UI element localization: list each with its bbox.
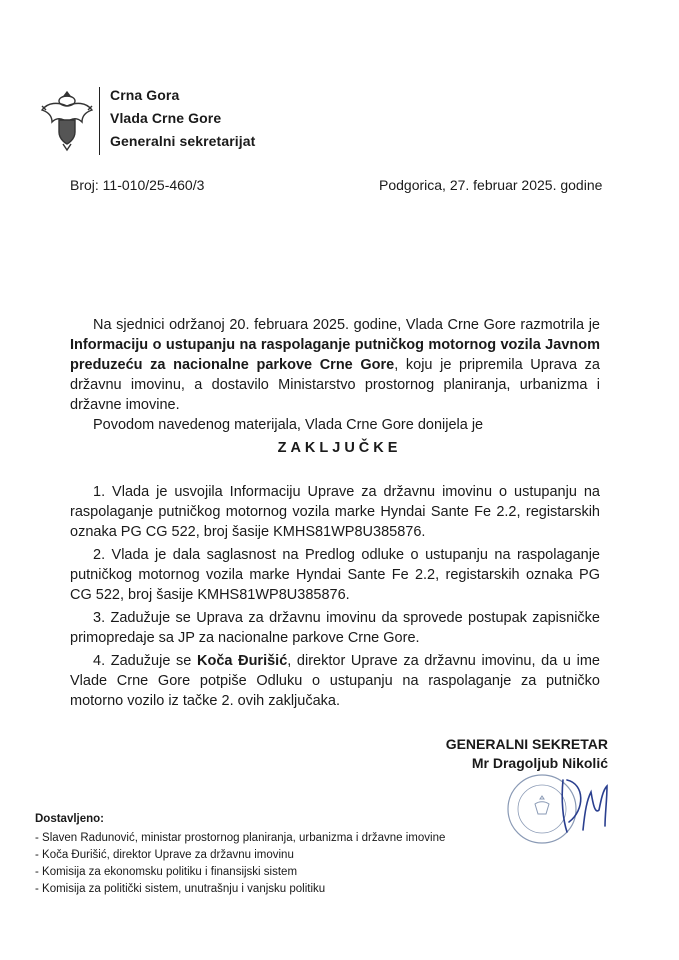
header-country: Crna Gora <box>110 87 180 103</box>
distribution-item: - Komisija za politički sistem, unutrašnju i vanjsku politiku <box>35 883 326 895</box>
reference-number: Broj: 11-010/25-460/3 <box>70 177 205 193</box>
conclusions-list <box>70 482 600 714</box>
header-divider <box>99 87 100 155</box>
distribution-title: Dostavljeno: <box>35 813 105 825</box>
distribution-item: - Slaven Radunović, ministar prostornog planiranja, urbanizma i državne imovine <box>35 832 446 844</box>
conclusion-item: 1. Vlada je usvojila Informaciju Uprave za državnu imovinu o ustupanju na raspolaganje putničkog motornog vozila marke Hyndai Sante Fe 2.2, registarskih oznaka PG CG 522, broj šasije KMHS81WP8U385876. <box>70 484 600 540</box>
distribution-list <box>35 830 445 898</box>
distribution-item: - Komisija za ekonomsku politiku i finansijski sistem <box>35 866 298 878</box>
signatory-name: Mr Dragoljub Nikolić <box>471 755 608 771</box>
signatory-title: GENERALNI SEKRETAR <box>445 736 608 752</box>
intro-text-start: Na sjednici održanoj 20. februara 2025. godine, Vlada Crne Gore razmotrila je <box>93 317 600 333</box>
distribution-item: - Koča Đurišić, direktor Uprave za državnu imovinu <box>35 849 294 861</box>
handwritten-signature-icon <box>555 770 615 840</box>
intro-paragraph <box>70 315 600 415</box>
header-secretariat: Generalni sekretarijat <box>110 133 256 149</box>
intro-text-bold: Informaciju o ustupanju na raspolaganje putničkog motornog vozila Javnom preduzeću za nacionalne parkove Crne Gore <box>70 337 600 373</box>
conclusions-title: ZAKLJUČKE <box>277 440 402 456</box>
item4-start: 4. Zadužuje se <box>93 653 197 669</box>
header-government: Vlada Crne Gore <box>110 110 222 126</box>
decision-paragraph: Povodom navedenog materijala, Vlada Crne Gore donijela je <box>93 417 484 433</box>
conclusion-item: 3. Zadužuje se Uprava za državnu imovinu da sprovede postupak zapisničke primopredaje sa JP za nacionalne parkove Crne Gore. <box>70 610 600 646</box>
coat-of-arms-icon <box>38 88 96 152</box>
conclusion-item: 2. Vlada je dala saglasnost na Predlog odluke o ustupanju na raspolaganje putničkog motornog vozila marke Hyndai Sante Fe 2.2, registarskih oznaka PG CG 522, broj šasije KMHS81WP8U385876. <box>70 547 600 603</box>
intro-text-end: , koju je pripremila Uprava za državnu imovinu, a dostavilo Ministarstvo prostornog planiranja, urbanizma i državne imovine. <box>70 357 600 413</box>
item4-end: , direktor Uprave za državnu imovinu, da u ime Vlade Crne Gore potpiše Odluku o ustupanju na raspolaganje za putničko motorno vozilo iz tačke 2. ovih zaključaka. <box>70 653 600 709</box>
item4-bold: Koča Đurišić <box>197 653 288 669</box>
place-date: Podgorica, 27. februar 2025. godine <box>379 177 603 193</box>
document-body <box>70 315 600 435</box>
conclusion-item <box>70 651 600 711</box>
